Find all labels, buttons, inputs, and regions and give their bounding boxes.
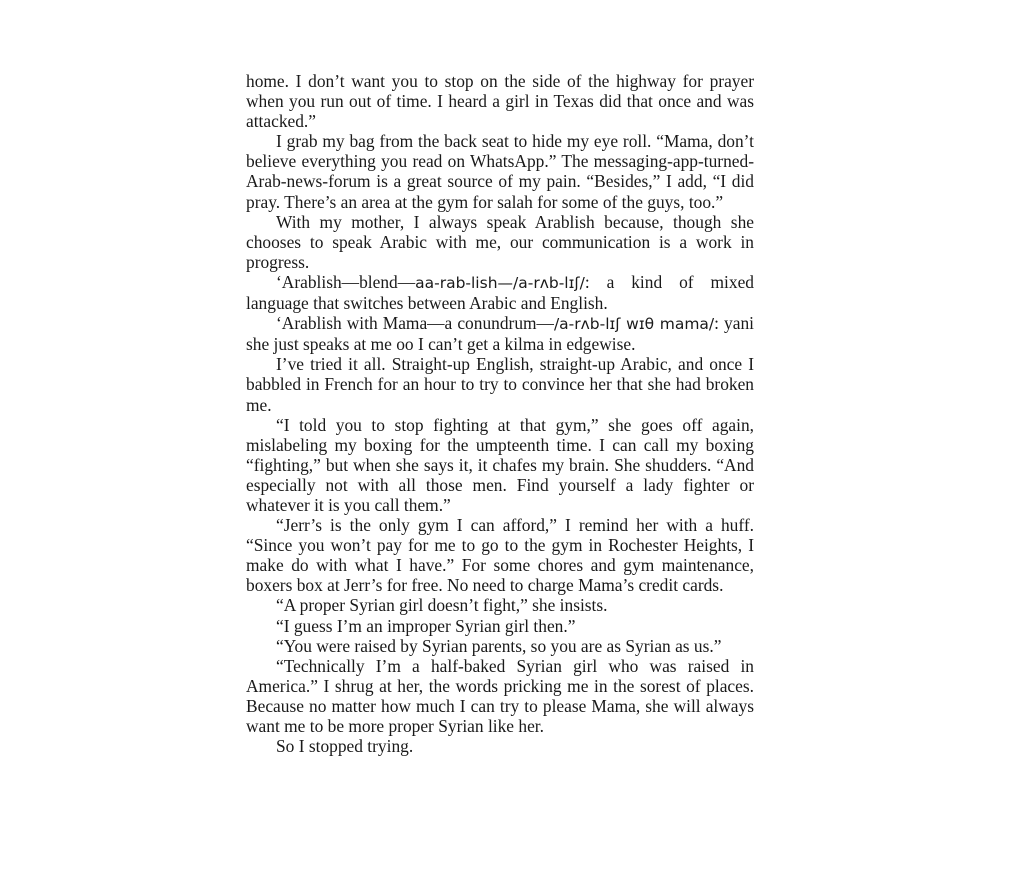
definition-lead: ‘Arablish—blend—: [276, 271, 416, 292]
definition-arablish-with-mama: [246, 313, 754, 354]
paragraph: home. I don’t want you to stop on the side of the highway for prayer when you run out of time. I heard a girl in Texas did that once and was attacked.”: [246, 71, 754, 132]
pronunciation: aa-rab-lish—/a-rʌb-lɪʃ/: [415, 273, 585, 292]
definition-text: : a kind of mixed language that switches between Arabic and English.: [246, 271, 754, 314]
paragraph: With my mother, I always speak Arablish because, though she chooses to speak Arabic with me, our communication is a work in progress.: [246, 211, 754, 272]
definition-text: : yani she just speaks at me oo I can’t get a kilma in edgewise.: [246, 313, 754, 355]
paragraph: “A proper Syrian girl doesn’t fight,” she insists.: [276, 595, 608, 616]
book-page: [246, 71, 754, 756]
definition-arablish: [246, 272, 754, 313]
paragraph: So I stopped trying.: [276, 736, 414, 757]
paragraph: “Technically I’m a half-baked Syrian girl who was raised in America.” I shrug at her, the words pricking me in the sorest of places. Because no matter how much I can try to please Mama, she will always want me to be more proper Syrian like her.: [246, 655, 754, 736]
definition-lead: ‘Arablish with Mama—a conundrum—: [276, 313, 554, 334]
paragraph: “Jerr’s is the only gym I can afford,” I remind her with a huff. “Since you won’t pay for me to go to the gym in Rochester Heights, I make do with what I have.” For some chores and gym maintenance, boxers box at Jerr’s for free. No need to charge Mama’s credit cards.: [246, 515, 754, 596]
paragraph: “I told you to stop fighting at that gym,” she goes off again, mislabeling my boxing for the umpteenth time. I can call my boxing “fighting,” but when she says it, it chafes my brain. She shudders. “And especially not with all those men. Find yourself a lady fighter or whatever it is you call them.”: [246, 414, 754, 515]
paragraph: I grab my bag from the back seat to hide my eye roll. “Mama, don’t believe everything you read on WhatsApp.” The messaging-app-turned-Arab-news-forum is a great source of my pain. “Besides,” I add, “I did pray. There’s an area at the gym for salah for some of the guys, too.”: [246, 131, 754, 212]
paragraph: “You were raised by Syrian parents, so you are as Syrian as us.”: [276, 635, 722, 656]
paragraph: I’ve tried it all. Straight-up English, straight-up Arabic, and once I babbled in French for an hour to try to convince her that she had broken me.: [246, 354, 754, 415]
pronunciation: /a-rʌb-lɪʃ wɪθ mama/: [553, 315, 715, 334]
paragraph: “I guess I’m an improper Syrian girl then.”: [276, 615, 576, 636]
